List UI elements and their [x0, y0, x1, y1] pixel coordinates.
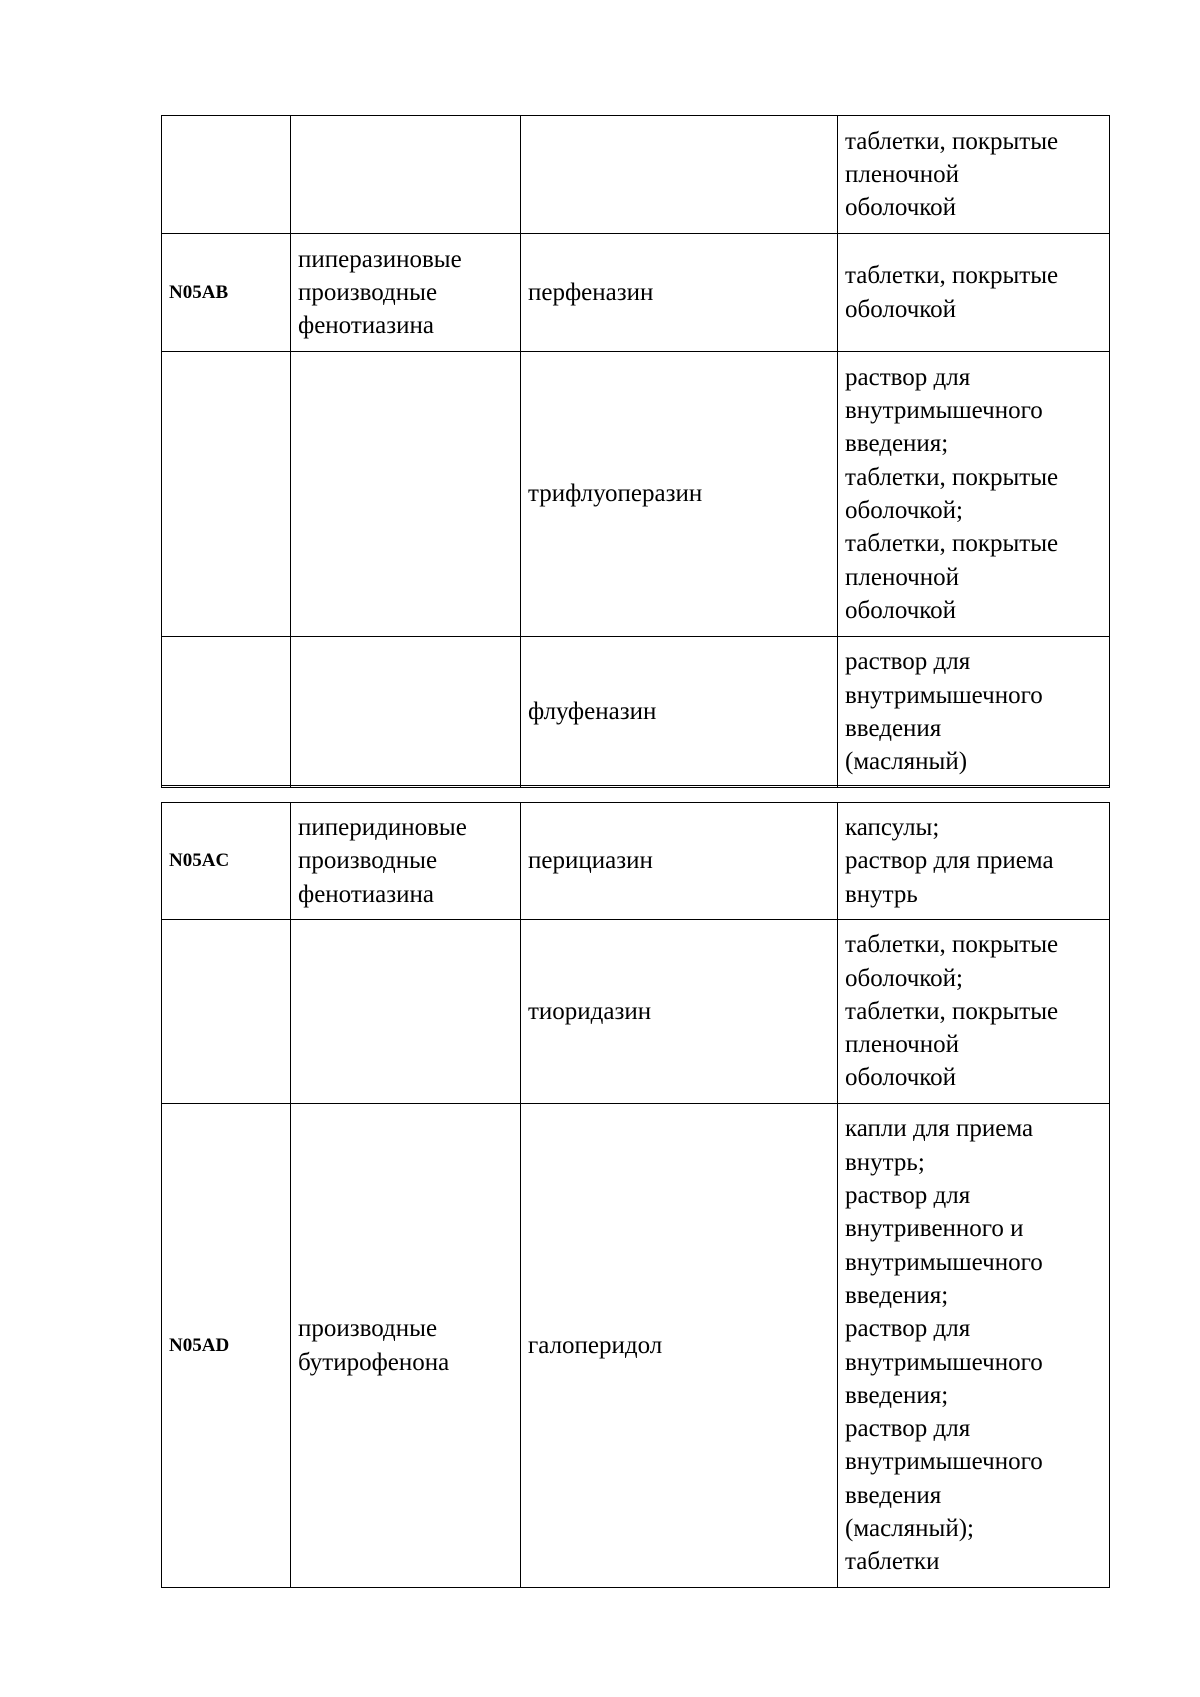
table-row: [162, 920, 1110, 1104]
atc-code-cell: N05AC: [162, 803, 291, 920]
atc-code-cell: [162, 352, 291, 637]
drug-name-cell: галоперидол: [521, 1104, 838, 1588]
drug-name-cell: перфеназин: [521, 234, 838, 352]
dosage-forms-cell: раствор для внутримышечного введения; таблетки, покрытые оболочкой; таблетки, покрытые пленочной оболочкой: [838, 352, 1110, 637]
table-row: [162, 234, 1110, 352]
table-row: [162, 803, 1110, 920]
atc-code-cell: [162, 116, 291, 234]
medication-table-part-2: [161, 802, 1110, 1588]
dosage-forms-cell: капли для приема внутрь; раствор для внутривенного и внутримышечного введения; раствор для внутримышечного введения; раствор для внутримышечного введения (масляный); таблетки: [838, 1104, 1110, 1588]
group-cell: [291, 637, 521, 788]
group-cell: [291, 352, 521, 637]
atc-code-cell: N05AD: [162, 1104, 291, 1588]
dosage-forms-cell: таблетки, покрытые оболочкой; таблетки, покрытые пленочной оболочкой: [838, 920, 1110, 1104]
dosage-forms-cell: таблетки, покрытые пленочной оболочкой: [838, 116, 1110, 234]
group-cell: пиперазиновые производные фенотиазина: [291, 234, 521, 352]
atc-code-cell: N05AB: [162, 234, 291, 352]
group-cell: производные бутирофенона: [291, 1104, 521, 1588]
table-row: [162, 637, 1110, 788]
table-row: [162, 116, 1110, 234]
table-divider-line: [161, 785, 1109, 786]
atc-code-cell: [162, 637, 291, 788]
drug-name-cell: тиоридазин: [521, 920, 838, 1104]
dosage-forms-cell: раствор для внутримышечного введения (масляный): [838, 637, 1110, 788]
group-cell: [291, 116, 521, 234]
group-cell: [291, 920, 521, 1104]
medication-table-part-1: [161, 115, 1110, 788]
atc-code-cell: [162, 920, 291, 1104]
dosage-forms-cell: капсулы; раствор для приема внутрь: [838, 803, 1110, 920]
drug-name-cell: перициазин: [521, 803, 838, 920]
drug-name-cell: [521, 116, 838, 234]
drug-name-cell: флуфеназин: [521, 637, 838, 788]
group-cell: пиперидиновые производные фенотиазина: [291, 803, 521, 920]
drug-name-cell: трифлуоперазин: [521, 352, 838, 637]
table-row: [162, 352, 1110, 637]
dosage-forms-cell: таблетки, покрытые оболочкой: [838, 234, 1110, 352]
table-row: [162, 1104, 1110, 1588]
